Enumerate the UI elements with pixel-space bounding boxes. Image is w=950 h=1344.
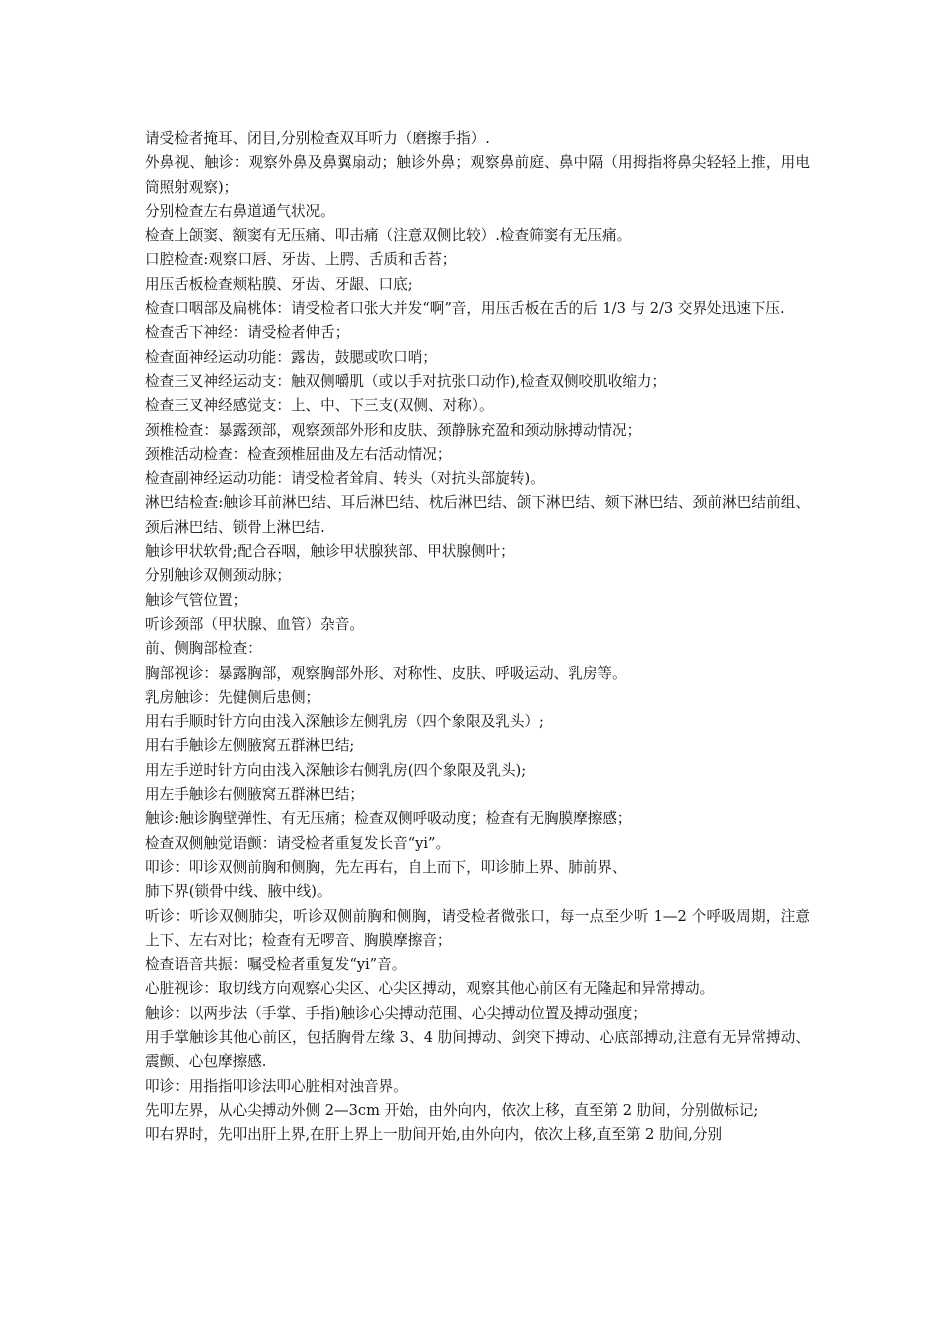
paragraph: 检查三叉神经感觉支：上、中、下三支(双侧、对称）。 (145, 397, 494, 415)
paragraph: 用右手触诊左侧腋窝五群淋巴结; (145, 737, 355, 755)
paragraph: 颈椎活动检查：检查颈椎屈曲及左右活动情况； (145, 445, 452, 463)
paragraph: 颈椎检查：暴露颈部，观察颈部外形和皮肤、颈静脉充盈和颈动脉搏动情况； (145, 421, 642, 439)
paragraph: 胸部视诊：暴露胸部，观察胸部外形、对称性、皮肤、呼吸运动、乳房等。 (145, 664, 627, 682)
paragraph: 叩右界时，先叩出肝上界,在肝上界上一肋间开始,由外向内，依次上移,直至第 2 肋间,分别 (145, 1126, 723, 1144)
paragraph: 触诊:触诊胸壁弹性、有无压痛；检查双侧呼吸动度；检查有无胸膜摩擦感； (145, 810, 632, 828)
paragraph: 口腔检查:观察口唇、牙齿、上腭、舌质和舌苔； (145, 251, 457, 269)
paragraph: 用左手逆时针方向由浅入深触诊右侧乳房(四个象限及乳头); (145, 761, 527, 779)
paragraph: 检查语音共振：嘱受检者重复发“yi”音。 (145, 956, 407, 974)
paragraph: 检查三叉神经运动支：触双侧嚼肌（或以手对抗张口动作),检查双侧咬肌收缩力； (145, 372, 667, 390)
paragraph: 外鼻视、触诊：观察外鼻及鼻翼扇动；触诊外鼻；观察鼻前庭、鼻中隔（用拇指将鼻尖轻轻上推，用电筒照射观察)； (145, 154, 810, 196)
paragraph: 检查舌下神经：请受检者伸舌； (145, 324, 350, 342)
paragraph: 用手掌触诊其他心前区，包括胸骨左缘 3、4 肋间搏动、剑突下搏动、心底部搏动,注意有无异常搏动、震颤、心包摩擦感. (145, 1028, 810, 1071)
paragraph: 听诊：听诊双侧肺尖，听诊双侧前胸和侧胸，请受检者微张口，每一点至少听 1—2 个呼吸周期，注意上下、左右对比；检查有无啰音、胸膜摩擦音； (145, 907, 810, 949)
paragraph: 叩诊：用指指叩诊法叩心脏相对浊音界。 (145, 1077, 408, 1095)
paragraph: 乳房触诊：先健侧后患侧； (145, 688, 321, 706)
paragraph: 检查口咽部及扁桃体：请受检者口张大并发“啊”音，用压舌板在舌的后 1/3 与 2/3 交界处迅速下压. (145, 300, 785, 318)
paragraph: 检查上颌窦、额窦有无压痛、叩击痛（注意双侧比较）.检查筛窦有无压痛。 (145, 227, 632, 245)
paragraph: 叩诊：叩诊双侧前胸和侧胸，先左再右，自上而下，叩诊肺上界、肺前界、 (145, 858, 627, 876)
paragraph: 用右手顺时针方向由浅入深触诊左侧乳房（四个象限及乳头）; (145, 713, 544, 731)
paragraph: 触诊甲状软骨;配合吞咽，触诊甲状腺狭部、甲状腺侧叶； (145, 543, 515, 561)
paragraph: 请受检者掩耳、闭目,分别检查双耳听力（磨擦手指）. (145, 130, 490, 147)
paragraph: 心脏视诊：取切线方向观察心尖区、心尖区搏动，观察其他心前区有无隆起和异常搏动。 (145, 980, 715, 998)
paragraph: 触诊气管位置； (145, 591, 248, 609)
paragraph: 检查双侧触觉语颤：请受检者重复发长音“yi”。 (145, 834, 451, 852)
paragraph: 肺下界(锁骨中线、腋中线)。 (145, 883, 332, 901)
paragraph: 检查副神经运动功能：请受检者耸肩、转头（对抗头部旋转)。 (145, 470, 545, 488)
paragraph: 前、侧胸部检查： (145, 640, 262, 658)
paragraph: 听诊颈部（甲状腺、血管）杂音。 (145, 615, 364, 633)
paragraph: 淋巴结检查:触诊耳前淋巴结、耳后淋巴结、枕后淋巴结、颌下淋巴结、颏下淋巴结、颈前淋巴结前组、颈后淋巴结、锁骨上淋巴结. (145, 494, 810, 536)
paragraph: 用压舌板检查颊粘膜、牙齿、牙龈、口底; (145, 275, 413, 293)
paragraph: 分别触诊双侧颈动脉； (145, 567, 291, 585)
document-body (145, 127, 810, 1147)
paragraph: 分别检查左右鼻道通气状况。 (145, 202, 335, 220)
paragraph: 触诊：以两步法（手掌、手指)触诊心尖搏动范围、心尖搏动位置及搏动强度； (145, 1004, 647, 1022)
paragraph: 先叩左界，从心尖搏动外侧 2—3cm 开始，由外向内，依次上移，直至第 2 肋间，分别做标记; (145, 1101, 759, 1119)
paragraph: 用左手触诊右侧腋窝五群淋巴结； (145, 786, 364, 804)
paragraph: 检查面神经运动功能：露齿，鼓腮或吹口哨； (145, 348, 437, 366)
